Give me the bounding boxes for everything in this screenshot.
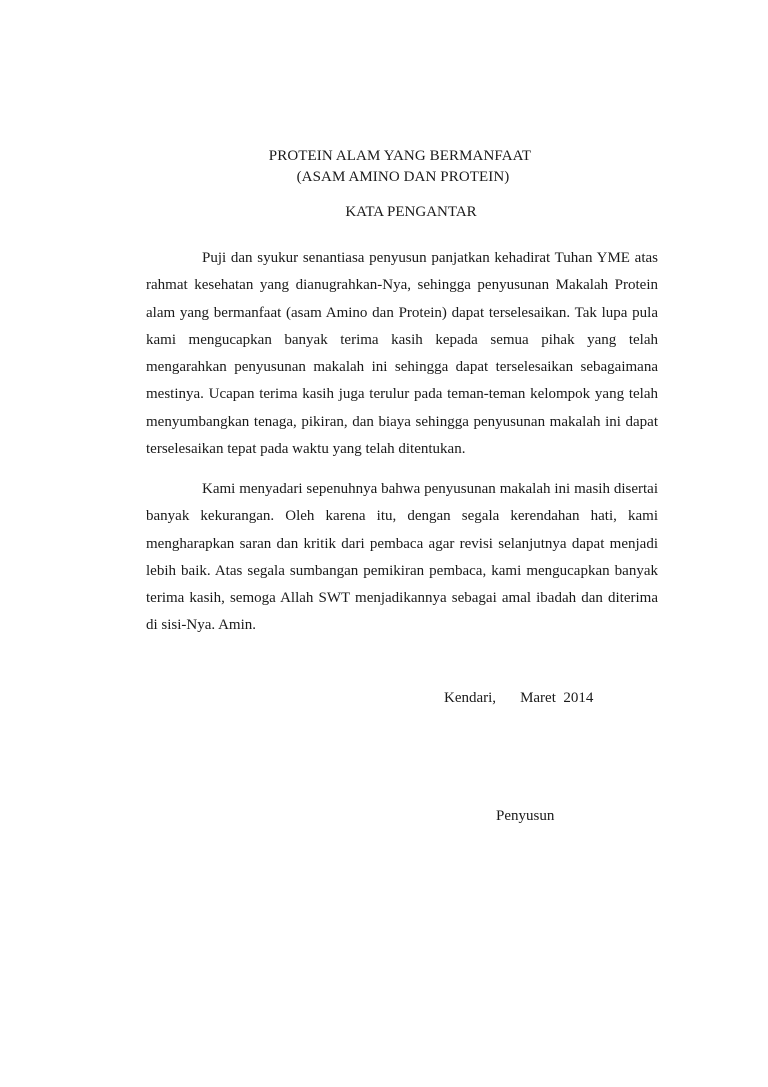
place-text: Kendari, [444,690,497,706]
document-title [0,146,768,188]
signer-label: Penyusun [496,808,555,824]
paragraph-2 [146,476,658,640]
paragraph-2-text: Kami menyadari sepenuhnya bahwa penyusunan makalah ini masih disertai banyak kekurangan. Oleh karena itu, dengan segala kerendahan hati, kami mengharapkan saran dan kritik dari pembaca agar revisi selanjutnya dapat menjadi lebih baik. Atas segala sumbangan pemikiran pembaca, kami mengucapkan banyak terima kasih, semoga Allah SWT menjadikannya sebagai amal ibadah dan diterima di sisi-Nya. Amin. [146,481,658,634]
paragraph-1-text: Puji dan syukur senantiasa penyusun panjatkan kehadirat Tuhan YME atas rahmat kesehatan yang dianugrahkan-Nya, sehingga penyusunan Makalah Protein alam yang bermanfaat (asam Amino dan Protein) dapat terselesaikan. Tak lupa pula kami mengucapkan banyak terima kasih kepada semua pihak yang telah mengarahkan penyusunan makalah ini sehingga dapat terselesaikan sebagaimana mestinya. Ucapan terima kasih juga terulur pada teman-teman kelompok yang telah menyumbangkan tenaga, pikiran, dan biaya sehingga penyusunan makalah ini dapat terselesaikan tepat pada waktu yang telah ditentukan. [146,250,658,458]
place-date-line [444,688,593,708]
title-line-subtitle: (ASAM AMINO DAN PROTEIN) [296,169,510,185]
section-heading: KATA PENGANTAR [345,204,477,220]
title-line-main: PROTEIN ALAM YANG BERMANFAAT [268,148,532,164]
paragraph-1 [146,245,658,463]
date-text: Maret 2014 [520,690,594,706]
